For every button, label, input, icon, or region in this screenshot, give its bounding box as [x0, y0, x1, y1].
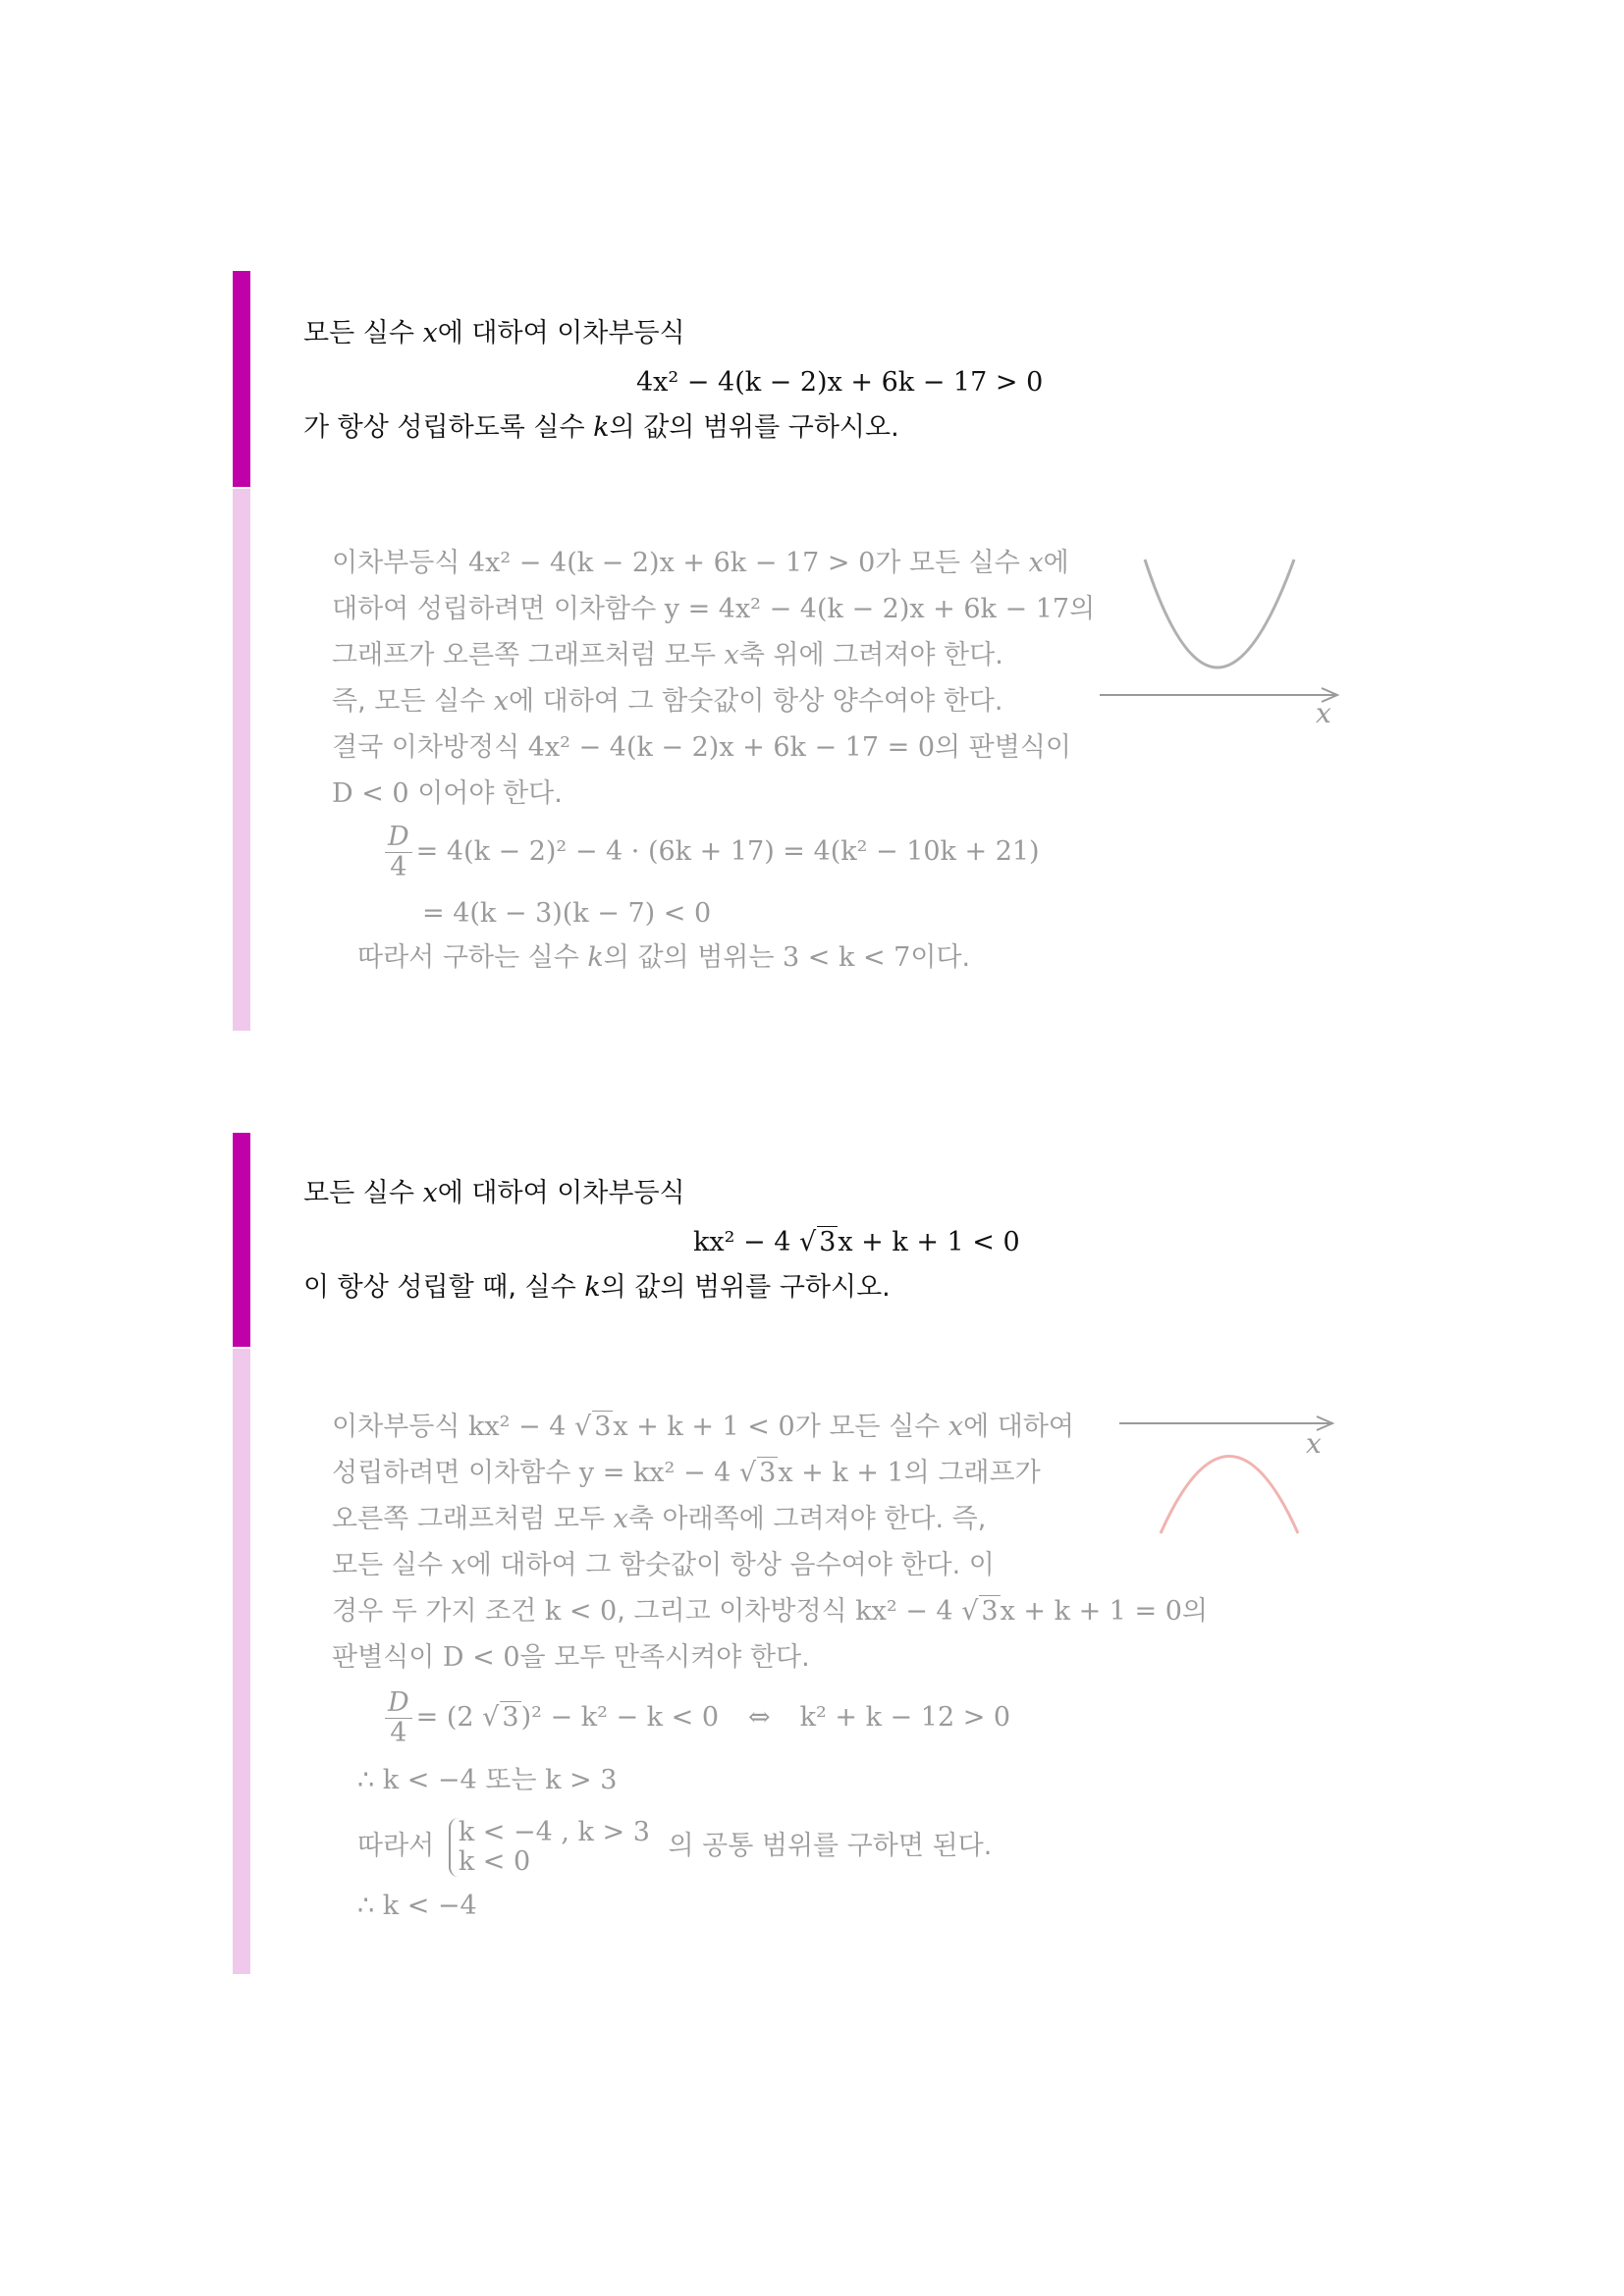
- problem2-question-bar: [233, 1133, 250, 1347]
- x-axis-label: x: [1306, 1427, 1322, 1460]
- problem2-solution-line6: 판별식이 D < 0을 모두 만족시켜야 한다.: [332, 1642, 810, 1673]
- problem1-solution-line4: 즉, 모든 실수 x에 대하여 그 함숫값이 항상 양수여야 한다.: [332, 686, 1003, 717]
- problem2-solution-line8: ∴ k < −4 또는 k > 3: [357, 1765, 618, 1795]
- problem1-solution-line8: = 4(k − 3)(k − 7) < 0: [422, 898, 712, 929]
- problem1-solution-line6: D < 0 이어야 한다.: [332, 778, 563, 809]
- problem1-solution-bar: [233, 489, 250, 1031]
- problem1-question-bar: [233, 271, 250, 487]
- problem1-question-line3: 가 항상 성립하도록 실수 k의 값의 범위를 구하시오.: [303, 412, 899, 443]
- problem2-question-formula: kx² − 4 √ 3x + k + 1 < 0: [693, 1227, 1020, 1257]
- problem1-solution-line3: 그래프가 오른쪽 그래프처럼 모두 x축 위에 그려져야 한다.: [332, 640, 1003, 670]
- problem2-solution-line7: $\frac{D}{4}$ = (2 √ 3)² − k² − k < 0 ⇔ k² + k − 12 > 0: [385, 1688, 1010, 1748]
- problem1-parabola-graph: [1090, 550, 1345, 726]
- problem1-solution-line7: $\frac{D}{4}$ = 4(k − 2)² − 4 · (6k + 17) = 4(k² − 10k + 21): [385, 823, 1040, 882]
- problem2-question-line1: 모든 실수 x에 대하여 이차부등식: [303, 1178, 685, 1208]
- fraction-d-over-4: $\frac{D}{4}$: [385, 823, 412, 882]
- problem2-solution-line3: 오른쪽 그래프처럼 모두 x축 아래쪽에 그려져야 한다. 즉,: [332, 1504, 987, 1534]
- problem2-parabola-graph: [1110, 1404, 1355, 1541]
- problem2-solution-line5: 경우 두 가지 조건 k < 0, 그리고 이차방정식 kx² − 4 √ 3x + k + 1 = 0의: [332, 1596, 1209, 1627]
- problem2-solution-line4: 모든 실수 x에 대하여 그 함숫값이 항상 음수여야 한다. 이: [332, 1550, 995, 1580]
- problem2-solution-line10: ∴ k < −4: [357, 1891, 477, 1921]
- fraction-d-over-4: $\frac{D}{4}$: [385, 1688, 412, 1748]
- downward-parabola: [1161, 1457, 1298, 1534]
- problem2-solution-line1: 이차부등식 kx² − 4 √ 3x + k + 1 < 0가 모든 실수 x에 대하여: [332, 1412, 1075, 1442]
- problem2-solution-line2: 성립하려면 이차함수 y = kx² − 4 √ 3x + k + 1의 그래프가: [332, 1458, 1041, 1488]
- inequality-system: k < −4 , k > 3 k < 0: [449, 1818, 650, 1877]
- problem2-solution-bar: [233, 1349, 250, 1974]
- problem2-solution-line9: 따라서 k < −4 , k > 3 k < 0 의 공통 범위를 구하면 된다.: [357, 1816, 993, 1877]
- problem1-question-formula: 4x² − 4(k − 2)x + 6k − 17 > 0: [636, 367, 1044, 398]
- problem1-solution-line2: 대하여 성립하려면 이차함수 y = 4x² − 4(k − 2)x + 6k − 17의: [332, 594, 1096, 624]
- problem1-question-line1: 모든 실수 x에 대하여 이차부등식: [303, 318, 685, 348]
- problem1-solution-line9: 따라서 구하는 실수 k의 값의 범위는 3 < k < 7이다.: [357, 942, 971, 973]
- problem2-question-line3: 이 항상 성립할 때, 실수 k의 값의 범위를 구하시오.: [303, 1272, 891, 1303]
- problem1-solution-line5: 결국 이차방정식 4x² − 4(k − 2)x + 6k − 17 = 0의 판별식이: [332, 732, 1072, 763]
- problem1-solution-line1: 이차부등식 4x² − 4(k − 2)x + 6k − 17 > 0가 모든 실수 x에: [332, 548, 1069, 578]
- upward-parabola: [1145, 560, 1294, 667]
- x-axis-label: x: [1316, 697, 1331, 726]
